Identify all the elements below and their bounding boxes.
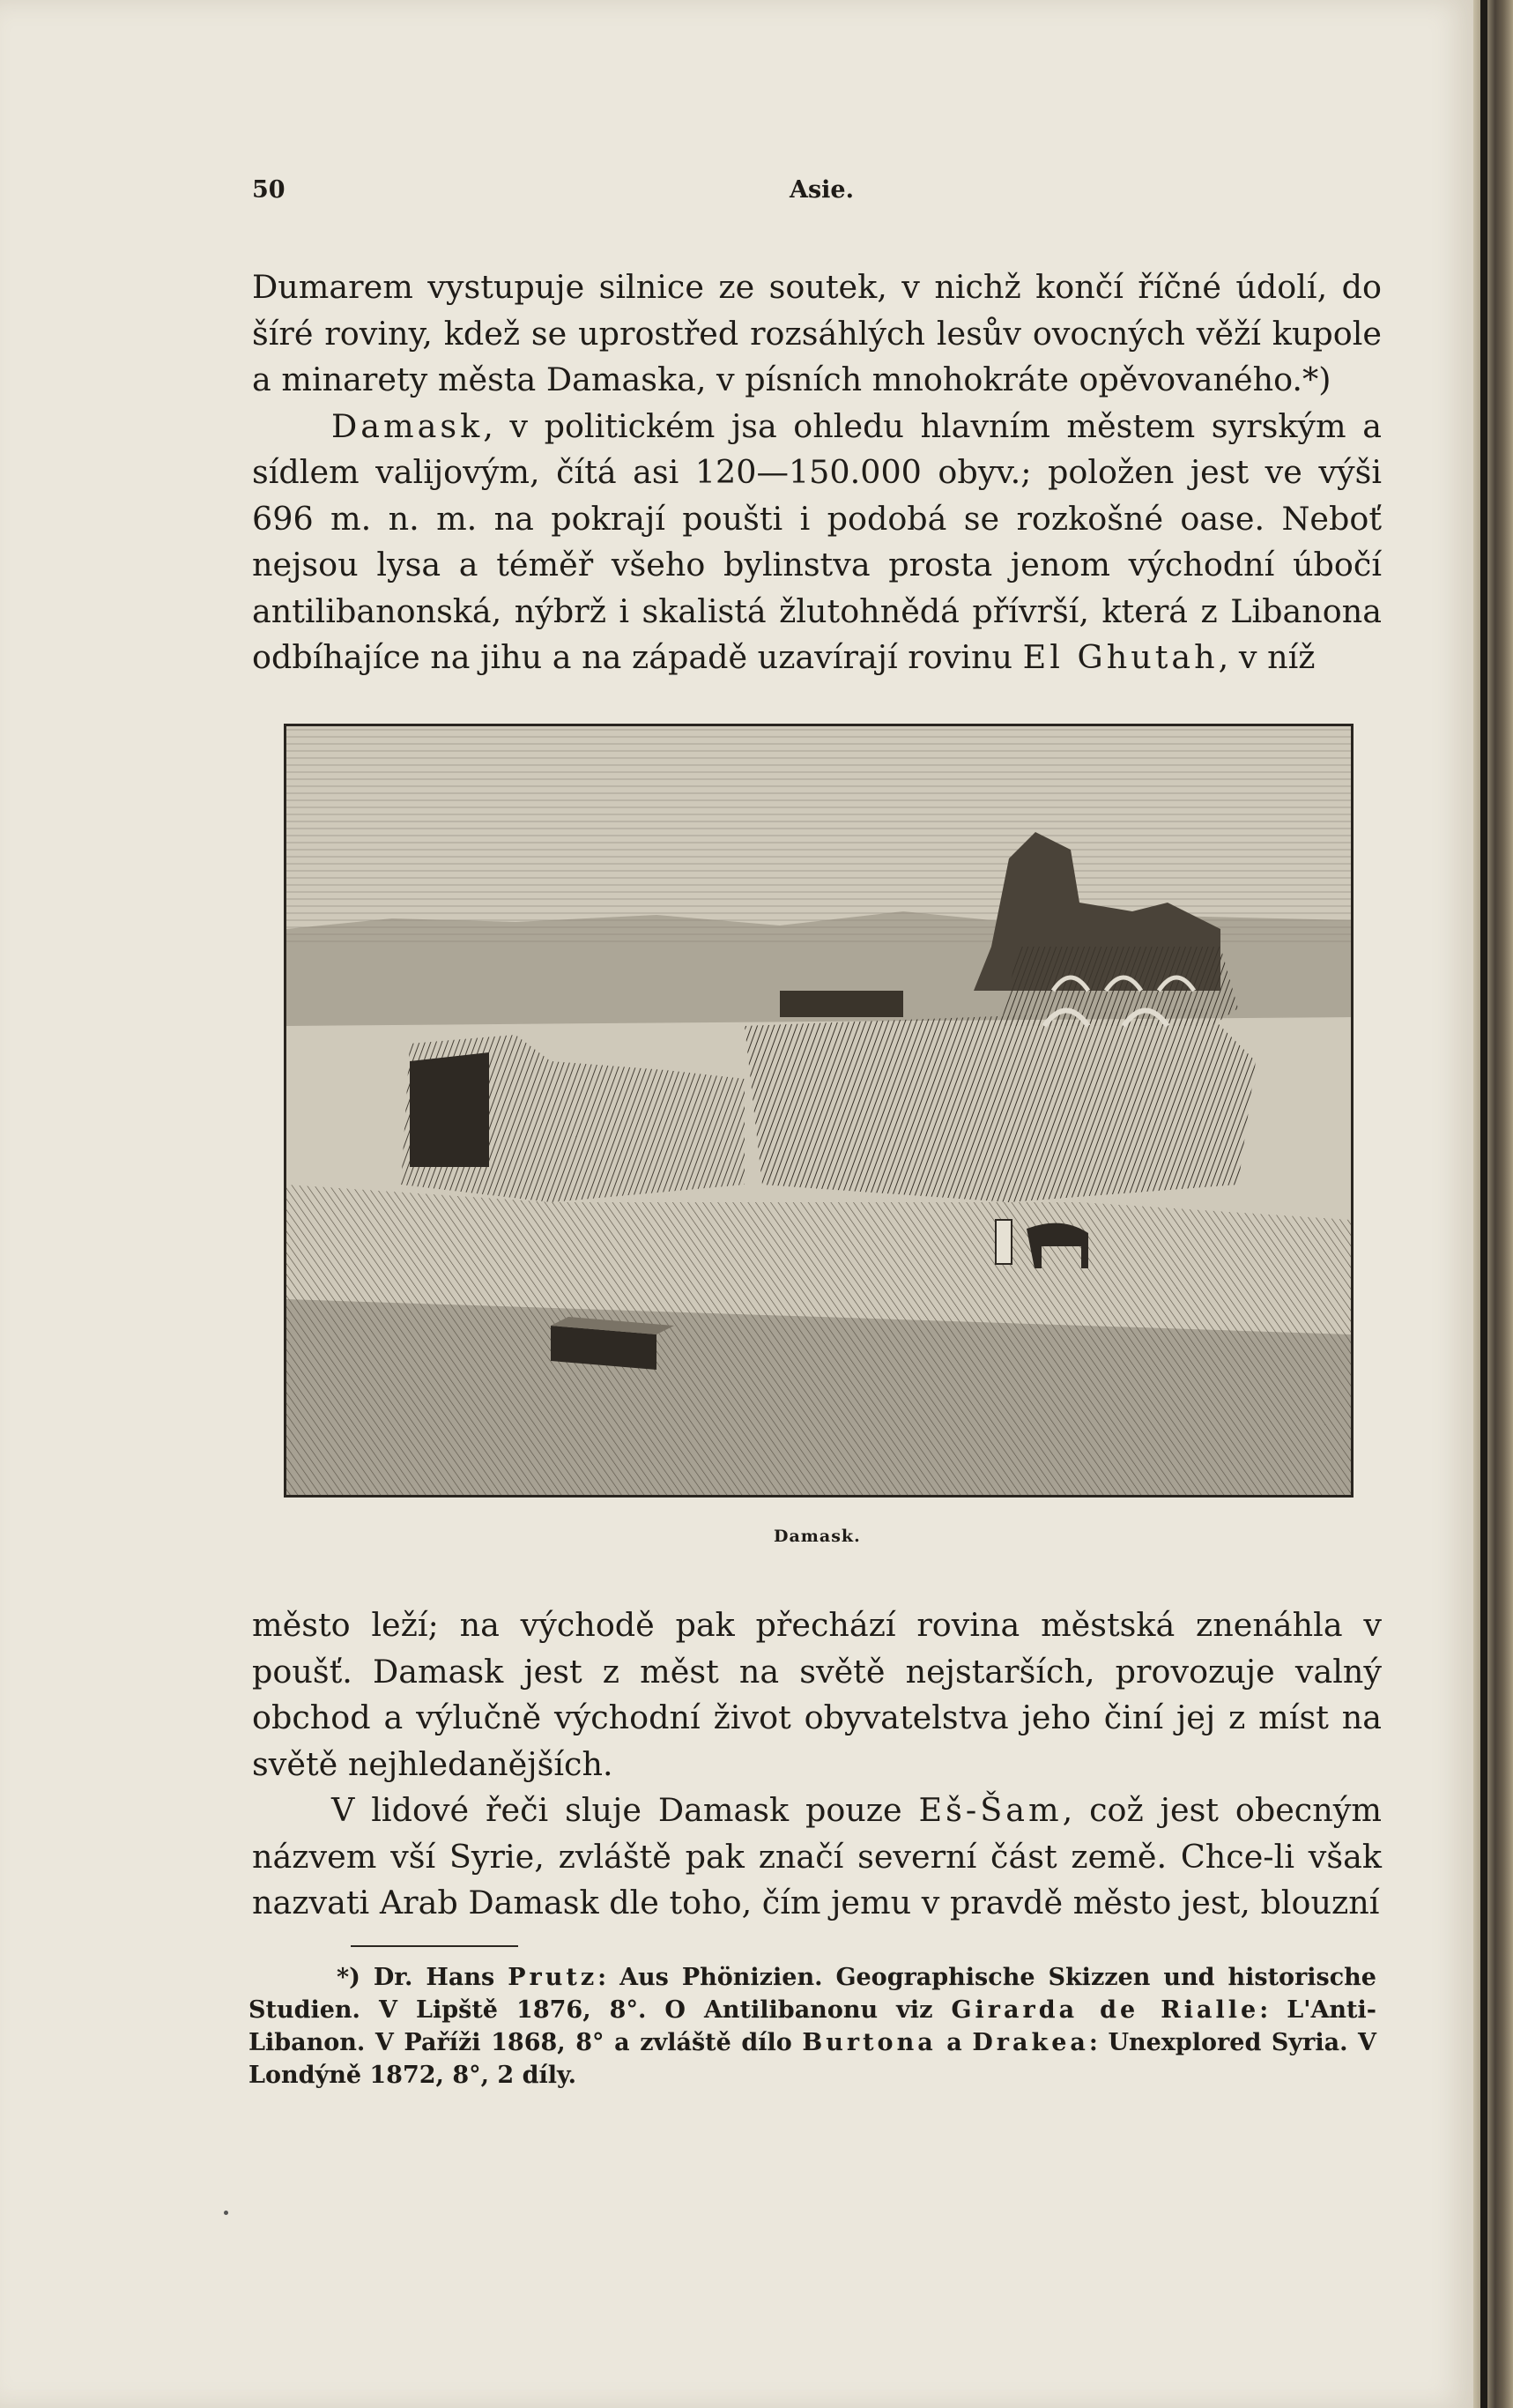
stray-mark: [224, 2211, 228, 2215]
line: Damask jest z měst na světě nejstarších, provozuje valný obchod: [252, 1652, 1383, 1736]
engraving-illustration: [286, 726, 1351, 1495]
paragraph-3: [252, 1602, 1382, 1787]
line: antilibanonská, nýbrž i skalistá žlutohnědá přívrší, která z Libanona: [252, 591, 1382, 630]
paragraph-2: [252, 404, 1382, 681]
line: výši 696 m. n. m. na pokrají poušti i podobá se rozkošné oase. Neboť: [252, 453, 1383, 538]
engraving-figure: [284, 724, 1354, 1498]
footnote-author: Girarda de Rialle: [951, 1996, 1260, 2024]
footnote: [248, 1961, 1376, 2092]
line: nazvati Arab Damask dle toho, čím jemu v pravdě město jest, blouzní: [252, 1884, 1380, 1921]
footnote-rule: [351, 1945, 518, 1947]
line: nejsou lysa a téměř všeho bylinstva prosta jenom východní úbočí: [252, 546, 1382, 583]
paragraph-1: [252, 264, 1382, 404]
page-number: 50: [252, 176, 286, 204]
footnote-part: a: [936, 2029, 973, 2056]
spaced-word-damask: Damask: [331, 406, 484, 445]
line-tail: , v níž: [1218, 638, 1316, 676]
line: a sídlem valijovým, čítá asi 120—150.000 obyv.; položen jest ve: [252, 406, 1382, 491]
line: šíré roviny, kdež se uprostřed rozsáhlých lesův ovocných věží kupole: [252, 314, 1382, 353]
footnote-part: : Unexplored Syria. V Londýně 1872, 8°, 2 díly.: [248, 2029, 1376, 2089]
line: V lidové řeči sluje Damask pouze: [331, 1791, 919, 1829]
caption-text: Damask.: [774, 1527, 861, 1546]
page-header: [252, 176, 1376, 212]
line: odbíhajíce na jihu a na západě uzavírají rovinu: [252, 638, 1023, 676]
running-head: Asie.: [790, 176, 854, 204]
book-binding: [1473, 0, 1513, 2408]
paragraph-4: [252, 1787, 1382, 1927]
footnote-part: : Aus Phönizien. Geographische Skizzen und historische Studien. V Lipště 1876, 8°. O Antilibanonu viz: [248, 1964, 1376, 2024]
line: město leží; na východě pak přechází rovina městská znenáhla v poušť.: [252, 1606, 1382, 1691]
binding-edge: [1480, 0, 1487, 2408]
body-text-bottom: [252, 1602, 1382, 1927]
footnote-author: Prutz: [508, 1964, 598, 1991]
line: , v politickém jsa ohledu hlavním městem syrským: [483, 406, 1346, 445]
line: , což jest obecným: [1062, 1791, 1382, 1829]
line: názvem vší Syrie, zvláště pak značí severní část země. Chce-li však: [252, 1837, 1382, 1876]
line: Dumarem vystupuje silnice ze soutek, v nichž končí říčné údolí, do: [252, 268, 1382, 306]
footnote-text: [248, 1961, 1376, 2092]
line: a výlučně východní život obyvatelstva jeho činí jej z míst na světě: [252, 1698, 1382, 1783]
body-text-top: [252, 264, 1382, 681]
line: nejhledanějších.: [347, 1744, 613, 1783]
footnote-marker: *) Dr. Hans: [337, 1964, 508, 1991]
spaced-word-es-sam: Eš-Šam: [918, 1791, 1063, 1829]
footnote-author: Drakea: [972, 2029, 1089, 2056]
line: a minarety města Damaska, v písních mnohokráte opěvovaného.*): [252, 360, 1331, 398]
footnote-part: : L'Anti-Libanon. V Paříži 1868, 8° a zvláště dílo: [248, 1996, 1376, 2056]
spaced-place-ghutah: El Ghutah: [1022, 638, 1219, 676]
footnote-author: Burtona: [802, 2029, 937, 2056]
